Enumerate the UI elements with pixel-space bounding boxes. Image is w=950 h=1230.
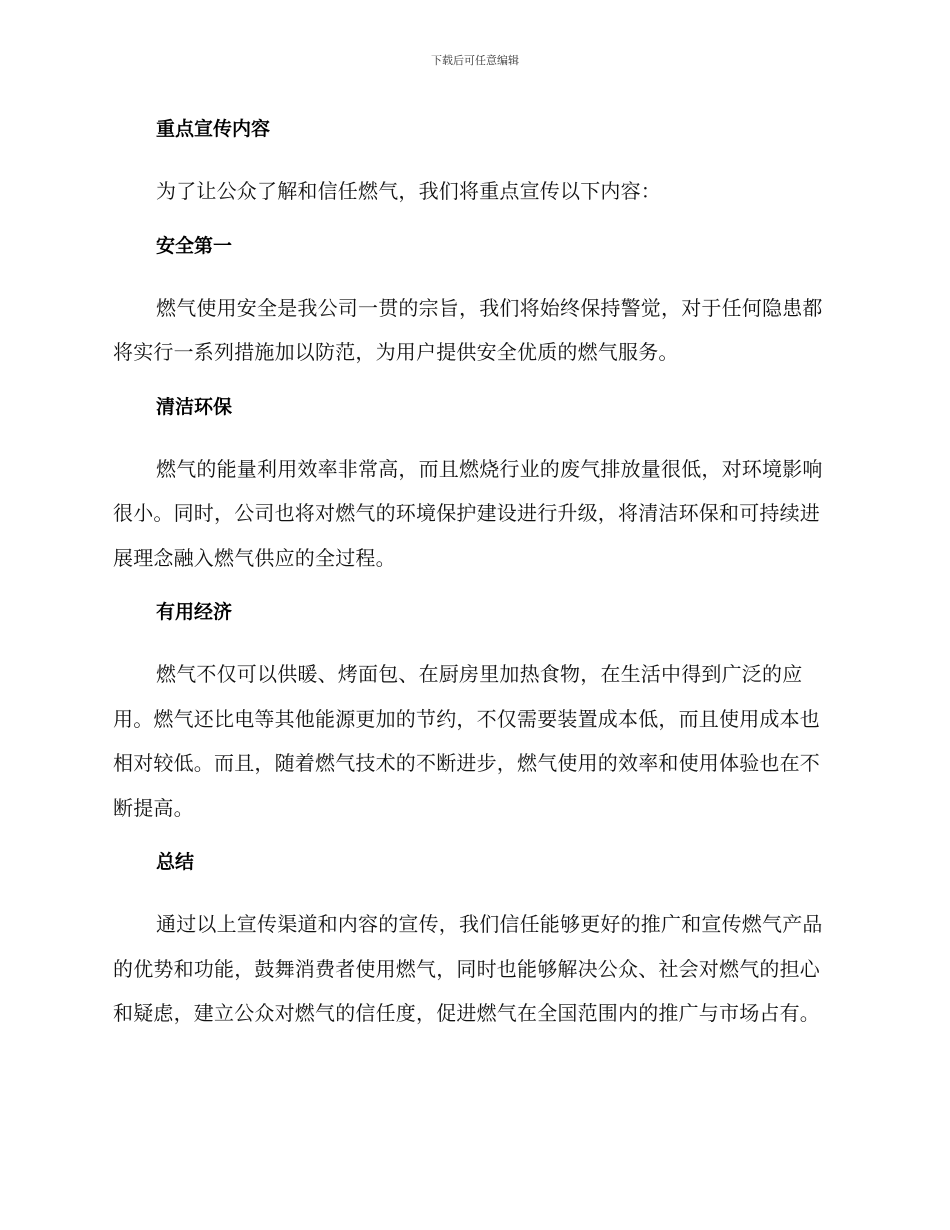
page-header-note: 下载后可任意编辑 [431, 54, 519, 67]
document-body [113, 113, 831, 1036]
section-paragraph-summary: 通过以上宣传渠道和内容的宣传，我们信任能够更好的推广和宣传燃气产品的优势和功能，鼓舞消费者使用燃气，同时也能够解决公众、社会对燃气的担心和疑虑，建立公众对燃气的信任度，促进燃气在全国范围内的推广与市场占有。 [113, 912, 823, 1025]
section-heading-key-content: 重点宣传内容 [156, 118, 271, 140]
section-heading-environment: 清洁环保 [156, 395, 233, 418]
section-heading-summary: 总结 [156, 851, 195, 873]
section-heading-economy: 有用经济 [156, 601, 233, 623]
section-heading-safety: 安全第一 [156, 234, 233, 257]
section-paragraph-key-content: 为了让公众了解和信任燃气，我们将重点宣传以下内容： [156, 179, 661, 203]
section-paragraph-economy: 燃气不仅可以供暖、烤面包、在厨房里加热食物，在生活中得到广泛的应用。燃气还比电等其他能源更加的节约，不仅需要装置成本低，而且使用成本也相对较低。而且，随着燃气技术的不断进步，燃气使用的效率和使用体验也在不断提高。 [113, 662, 820, 820]
section-paragraph-safety: 燃气使用安全是我公司一贯的宗旨，我们将始终保持警觉，对于任何隐患都将实行一系列措施加以防范，为用户提供安全优质的燃气服务。 [113, 295, 823, 364]
section-paragraph-environment: 燃气的能量利用效率非常高，而且燃烧行业的废气排放量很低，对环境影响很小。同时，公司也将对燃气的环境保护建设进行升级，将清洁环保和可持续进展理念融入燃气供应的全过程。 [113, 456, 823, 570]
